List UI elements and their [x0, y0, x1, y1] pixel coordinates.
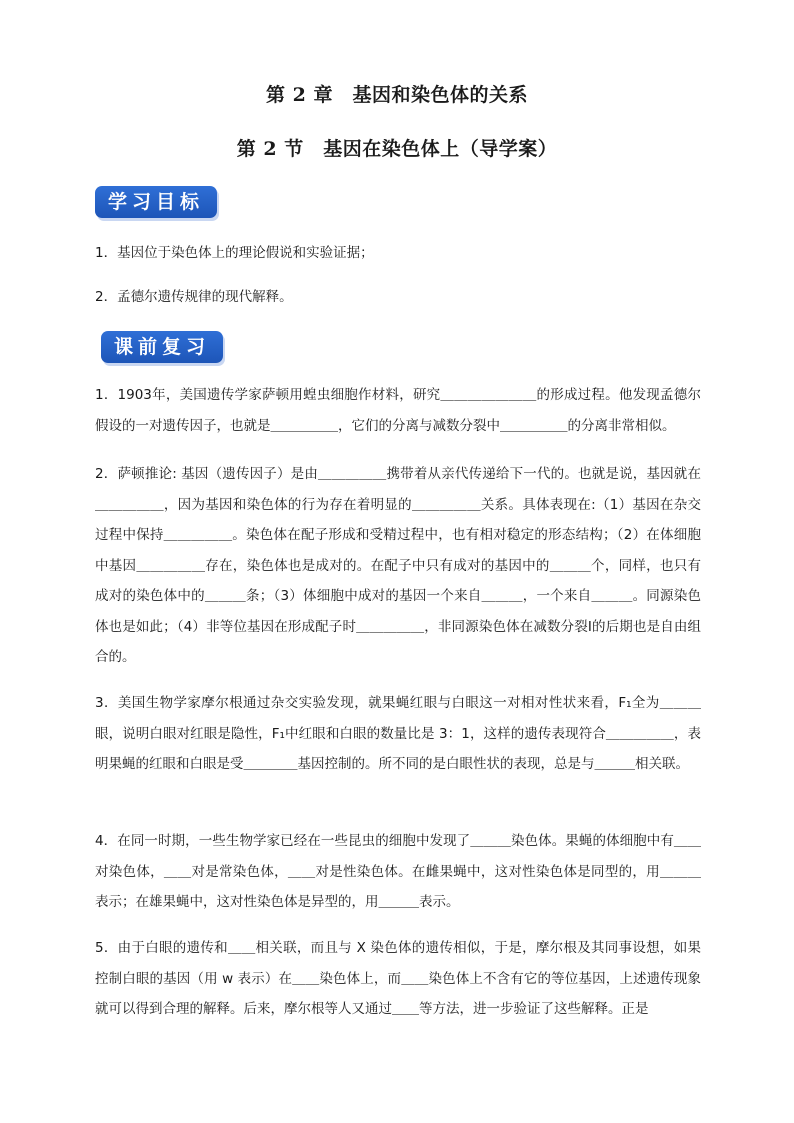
review-question-1: 1．1903年，美国遗传学家萨顿用蝗虫细胞作材料，研究＿＿＿＿＿＿＿的形成过程。他发现孟德尔假设的一对遗传因子，也就是＿＿＿＿＿，它们的分离与减数分裂中＿＿＿＿＿的分离非常相似。 — [95, 387, 701, 434]
section-title: 第 2 节 基因在染色体上（导学案） — [236, 138, 558, 160]
pre-class-review-banner: 课前复习 — [101, 331, 223, 363]
review-question-2: 2．萨顿推论: 基因（遗传因子）是由＿＿＿＿＿携带着从亲代传递给下一代的。也就是说，基因就在＿＿＿＿＿，因为基因和染色体的行为存在着明显的＿＿＿＿＿关系。具体表现在:（1）基因在杂交过程中保持＿＿＿＿＿。染色体在配子形成和受精过程中，也有相对稳定的形态结构；（2）在体细胞中基因＿＿＿＿＿存在，染色体也是成对的。在配子中只有成对的基因中的＿＿＿个，同样，也只有成对的染色体中的＿＿＿条；（3）体细胞中成对的基因一个来自＿＿＿，一个来自＿＿＿。同源染色体也是如此；（4）非等位基因在形成配子时＿＿＿＿＿，非同源染色体在减数分裂Ⅰ的后期也是自由组合的。 — [95, 466, 701, 665]
review-question-4: 4．在同一时期，一些生物学家已经在一些昆虫的细胞中发现了＿＿＿染色体。果蝇的体细胞中有＿＿对染色体，＿＿对是常染色体，＿＿对是性染色体。在雌果蝇中，这对性染色体是同型的，用＿＿＿表示；在雄果蝇中，这对性染色体是异型的，用＿＿＿表示。 — [95, 833, 701, 910]
chapter-title: 第 2 章 基因和染色体的关系 — [266, 84, 528, 106]
review-question-3: 3．美国生物学家摩尔根通过杂交实验发现，就果蝇红眼与白眼这一对相对性状来看，F₁全为＿＿＿眼，说明白眼对红眼是隐性，F₁中红眼和白眼的数量比是 3：1，这样的遗传表现符合＿＿＿＿＿，表明果蝇的红眼和白眼是受＿＿＿＿基因控制的。所不同的是白眼性状的表现，总是与＿＿＿相关联。 — [95, 695, 701, 772]
learning-goals-banner: 学习目标 — [95, 186, 217, 218]
goal-item-1: 1．基因位于染色体上的理论假说和实验证据； — [95, 245, 374, 261]
goal-item-2: 2．孟德尔遗传规律的现代解释。 — [95, 289, 293, 305]
review-question-5: 5．由于白眼的遗传和＿＿相关联，而且与 X 染色体的遗传相似，于是，摩尔根及其同事设想，如果控制白眼的基因（用 w 表示）在＿＿染色体上，而＿＿染色体上不含有它的等位基因，上述遗传现象就可以得到合理的解释。后来，摩尔根等人又通过＿＿等方法，进一步验证了这些解释。正是 — [95, 940, 701, 1017]
